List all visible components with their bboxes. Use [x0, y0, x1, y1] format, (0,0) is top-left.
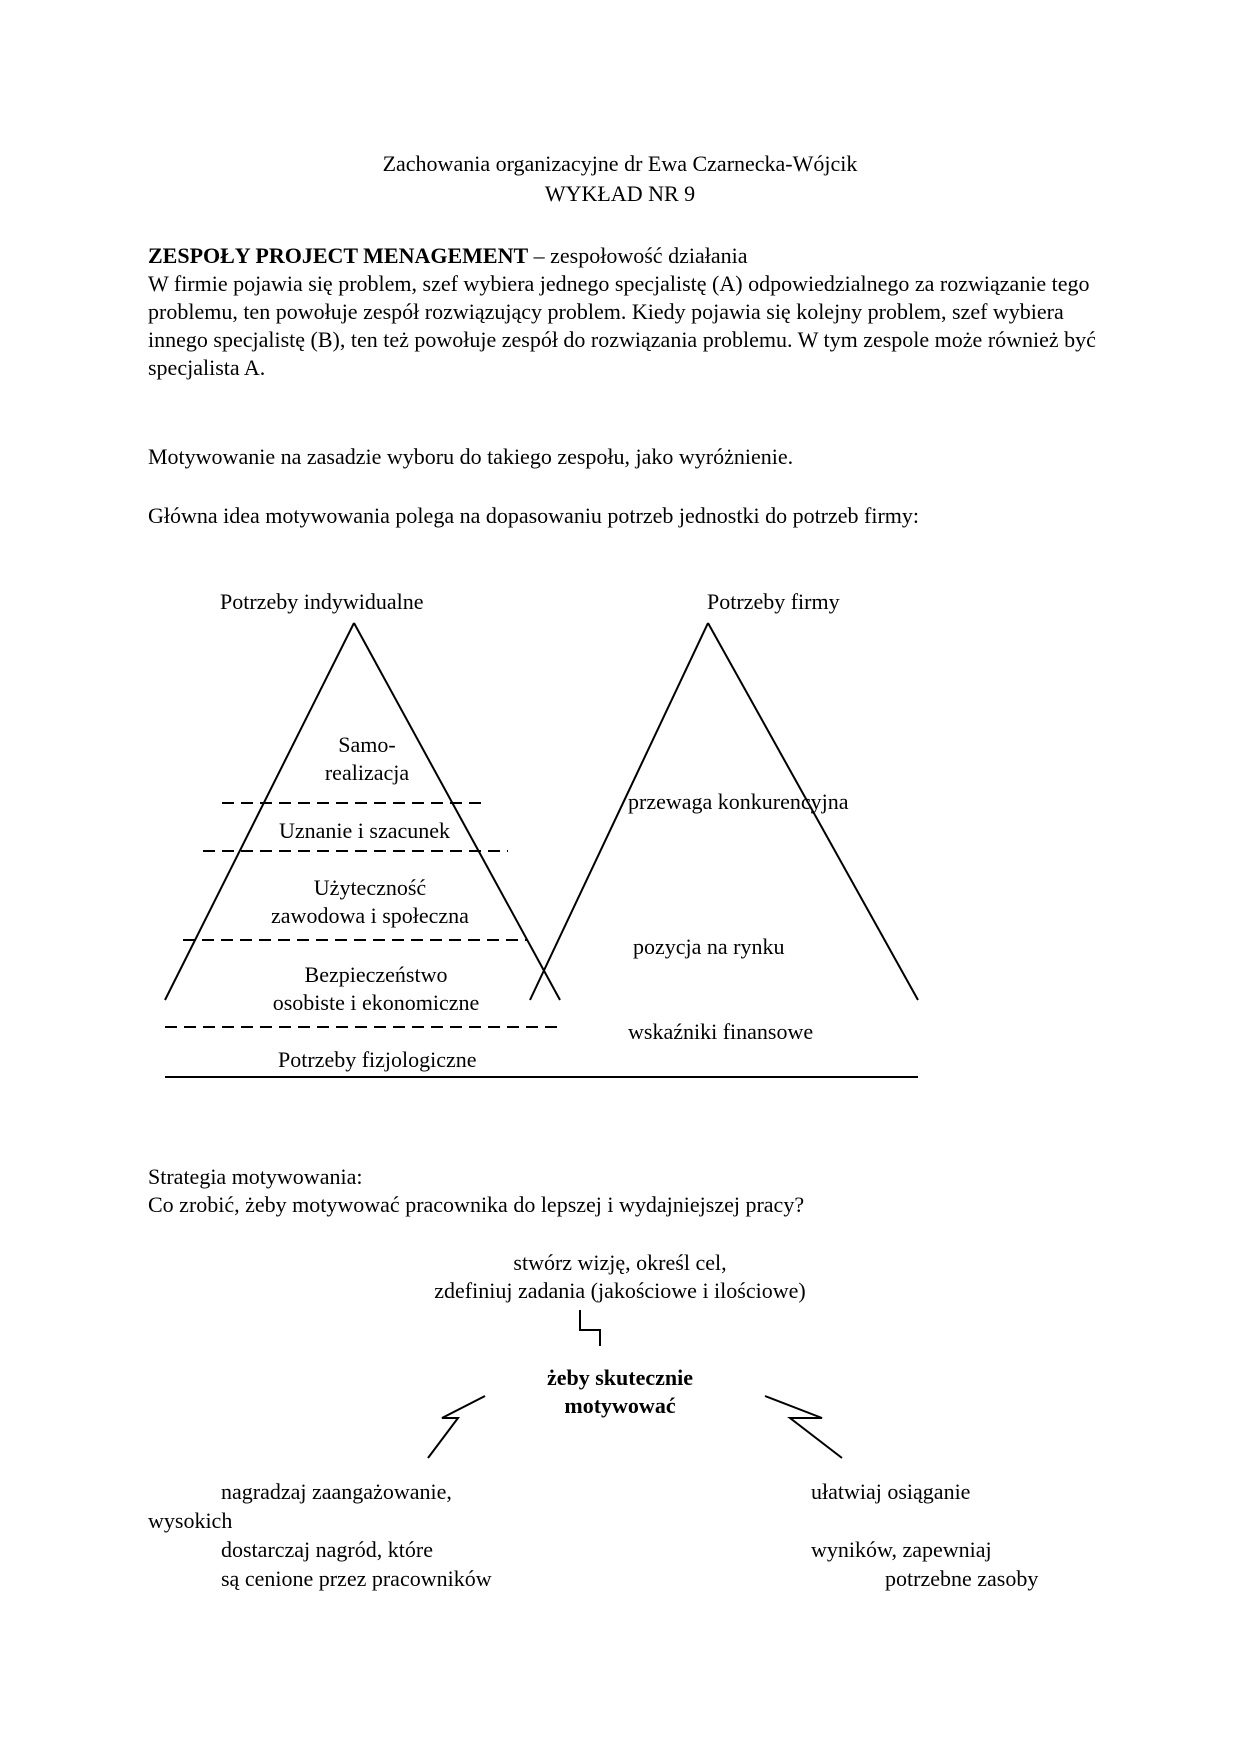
section-heading: ZESPOŁY PROJECT MENAGEMENT — [148, 243, 529, 268]
strategy-left-line-2: wysokich — [148, 1508, 233, 1533]
right-pyramid-title: Potrzeby firmy — [707, 589, 840, 614]
strategy-right-line-3: potrzebne zasoby — [885, 1566, 1039, 1591]
strategy-top-line-2: zdefiniuj zadania (jakościowe i ilościowe) — [434, 1278, 806, 1303]
level-market-position: pozycja na rynku — [633, 934, 785, 959]
strategy-question: Co zrobić, żeby motywować pracownika do lepszej i wydajniejszej pracy? — [148, 1192, 805, 1217]
strategy-left-line-4: są cenione przez pracowników — [221, 1566, 492, 1591]
right-zigzag-icon — [765, 1396, 842, 1458]
section-heading-suffix: – zespołowość działania — [528, 243, 748, 268]
strategy-center-line-1: żeby skutecznie — [546, 1365, 694, 1390]
level-security-2: osobiste i ekonomiczne — [272, 990, 480, 1015]
left-pyramid-right-edge — [354, 623, 560, 1000]
level-self-realization-1: Samo- — [338, 732, 396, 757]
strategy-left-line-3: dostarczaj nagród, które — [221, 1537, 433, 1562]
strategy-top-line-1: stwórz wizję, określ cel, — [513, 1250, 727, 1275]
top-connector-icon — [580, 1310, 600, 1346]
strategy-right-line-2: wyników, zapewniaj — [811, 1537, 992, 1562]
motivation-line-1: Motywowanie na zasadzie wyboru do takiego zespołu, jako wyróżnienie. — [148, 444, 794, 469]
level-financial-indicators: wskaźniki finansowe — [628, 1019, 814, 1044]
level-competitive-advantage: przewaga konkurencyjna — [628, 789, 849, 814]
level-self-realization-2: realizacja — [324, 760, 410, 785]
level-recognition: Uznanie i szacunek — [279, 818, 451, 843]
strategy-title: Strategia motywowania: — [148, 1164, 363, 1189]
motivation-line-2: Główna idea motywowania polega na dopasowaniu potrzeb jednostki do potrzeb firmy: — [148, 503, 920, 528]
left-pyramid-title: Potrzeby indywidualne — [220, 589, 424, 614]
strategy-center-line-2: motywować — [564, 1393, 676, 1418]
strategy-left-line-1: nagradzaj zaangażowanie, — [221, 1479, 452, 1504]
level-usefulness-1: Użyteczność — [313, 875, 427, 900]
level-physiological: Potrzeby fizjologiczne — [278, 1047, 477, 1072]
document-title: Zachowania organizacyjne dr Ewa Czarnecka-Wójcik — [382, 151, 858, 176]
section-body: W firmie pojawia się problem, szef wybiera jednego specjalistę (A) odpowiedzialnego za rozwiązanie tego problemu, ten powołuje zespół rozwiązujący problem. Kiedy pojawia się kolejny problem, szef wybiera innego specjalistę (B), ten też powołuje zespół do rozwiązania problemu. W tym zespole może również być specjalista A. — [148, 271, 1096, 380]
level-usefulness-2: zawodowa i społeczna — [271, 903, 469, 928]
level-security-1: Bezpieczeństwo — [304, 962, 448, 987]
left-pyramid-left-edge — [165, 623, 354, 1000]
lecture-number: WYKŁAD NR 9 — [544, 181, 696, 206]
strategy-right-line-1: ułatwiaj osiąganie — [811, 1479, 971, 1504]
